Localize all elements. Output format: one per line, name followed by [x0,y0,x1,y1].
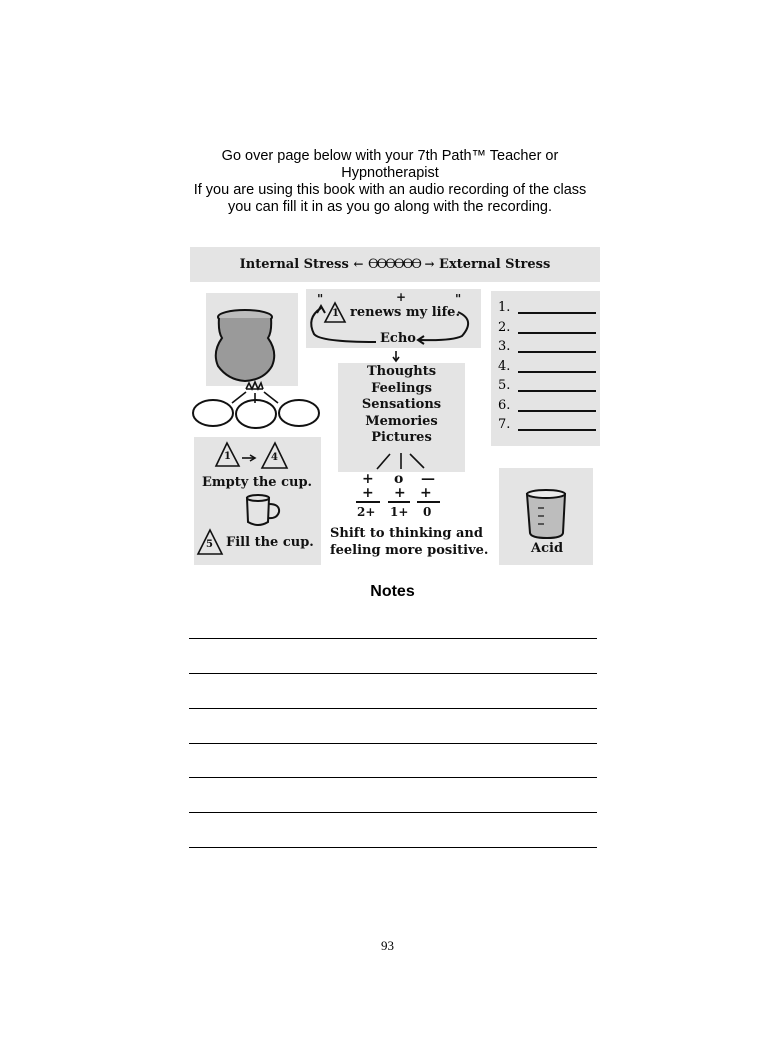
beaker-icon [527,490,565,538]
list-item: Pictures [371,430,432,445]
mug-icon [247,495,279,525]
note-line [189,708,597,709]
external-stress-label: External Stress [439,257,551,272]
arrows-to-flame-icon [232,392,278,403]
shift-line-1: Shift to thinking and [330,526,483,541]
left-arrow-icon: ← [353,257,364,271]
intro-line-2: Hypnotherapist [341,165,439,181]
internal-stress-label: Internal Stress [239,257,349,272]
center-list [338,364,465,447]
page-number: 93 [381,938,394,953]
sign-row3-a: 2+ [357,505,376,519]
empty-cup-label: Empty the cup. [202,475,313,490]
list-item: Feelings [371,380,432,396]
sign-row1-c: — [421,471,435,487]
intro-line-3: If you are using this book with an audio recording of the class [193,182,587,198]
triangle-1-number: 1 [332,308,339,319]
sign-row2-a: + [362,485,374,501]
renews-label: renews my life. [350,305,460,320]
three-down-arrows-icon [377,453,424,469]
sign-row3-b: 1+ [390,505,409,519]
pot-icon [216,310,275,381]
note-line [189,743,597,744]
triangle-1-number-b: 1 [224,451,231,462]
acid-label: Acid [531,541,564,556]
right-arrow-icon: → [424,257,435,271]
shift-line-2: feeling more positive. [330,543,489,558]
echo-label: Echo [380,331,416,346]
list-item: Thoughts [366,364,437,379]
fill-cup-label: Fill the cup. [226,535,314,550]
note-line [189,638,597,639]
sign-row3-c: 0 [423,505,432,519]
quote-plus: + [396,290,407,304]
intro-line-1: Go over page below with your 7th Path™ Teacher or [221,148,559,164]
notes-title: Notes [370,583,415,600]
close-quote: " [455,292,462,306]
note-line [189,812,597,813]
open-quote: " [317,292,324,306]
sign-row1-b: o [394,471,404,487]
sign-row1-a: + [362,471,374,487]
three-ovals-icon [193,400,319,428]
note-line [189,673,597,674]
triangle-4-number: 4 [271,452,278,463]
triangle-5-number: 5 [206,539,213,550]
list-item: Sensations [361,397,442,412]
down-arrow-icon [393,351,399,361]
list-item: Memories [365,413,438,429]
flame-icon [246,382,263,389]
note-line [189,847,597,848]
sign-row2-c: + [420,485,432,501]
intro-line-4: you can fill it in as you go along with the recording. [227,199,553,215]
note-line [189,777,597,778]
sign-row2-b: + [394,485,406,501]
chain-icon: ϴϴϴϴϴϴ [367,257,420,272]
